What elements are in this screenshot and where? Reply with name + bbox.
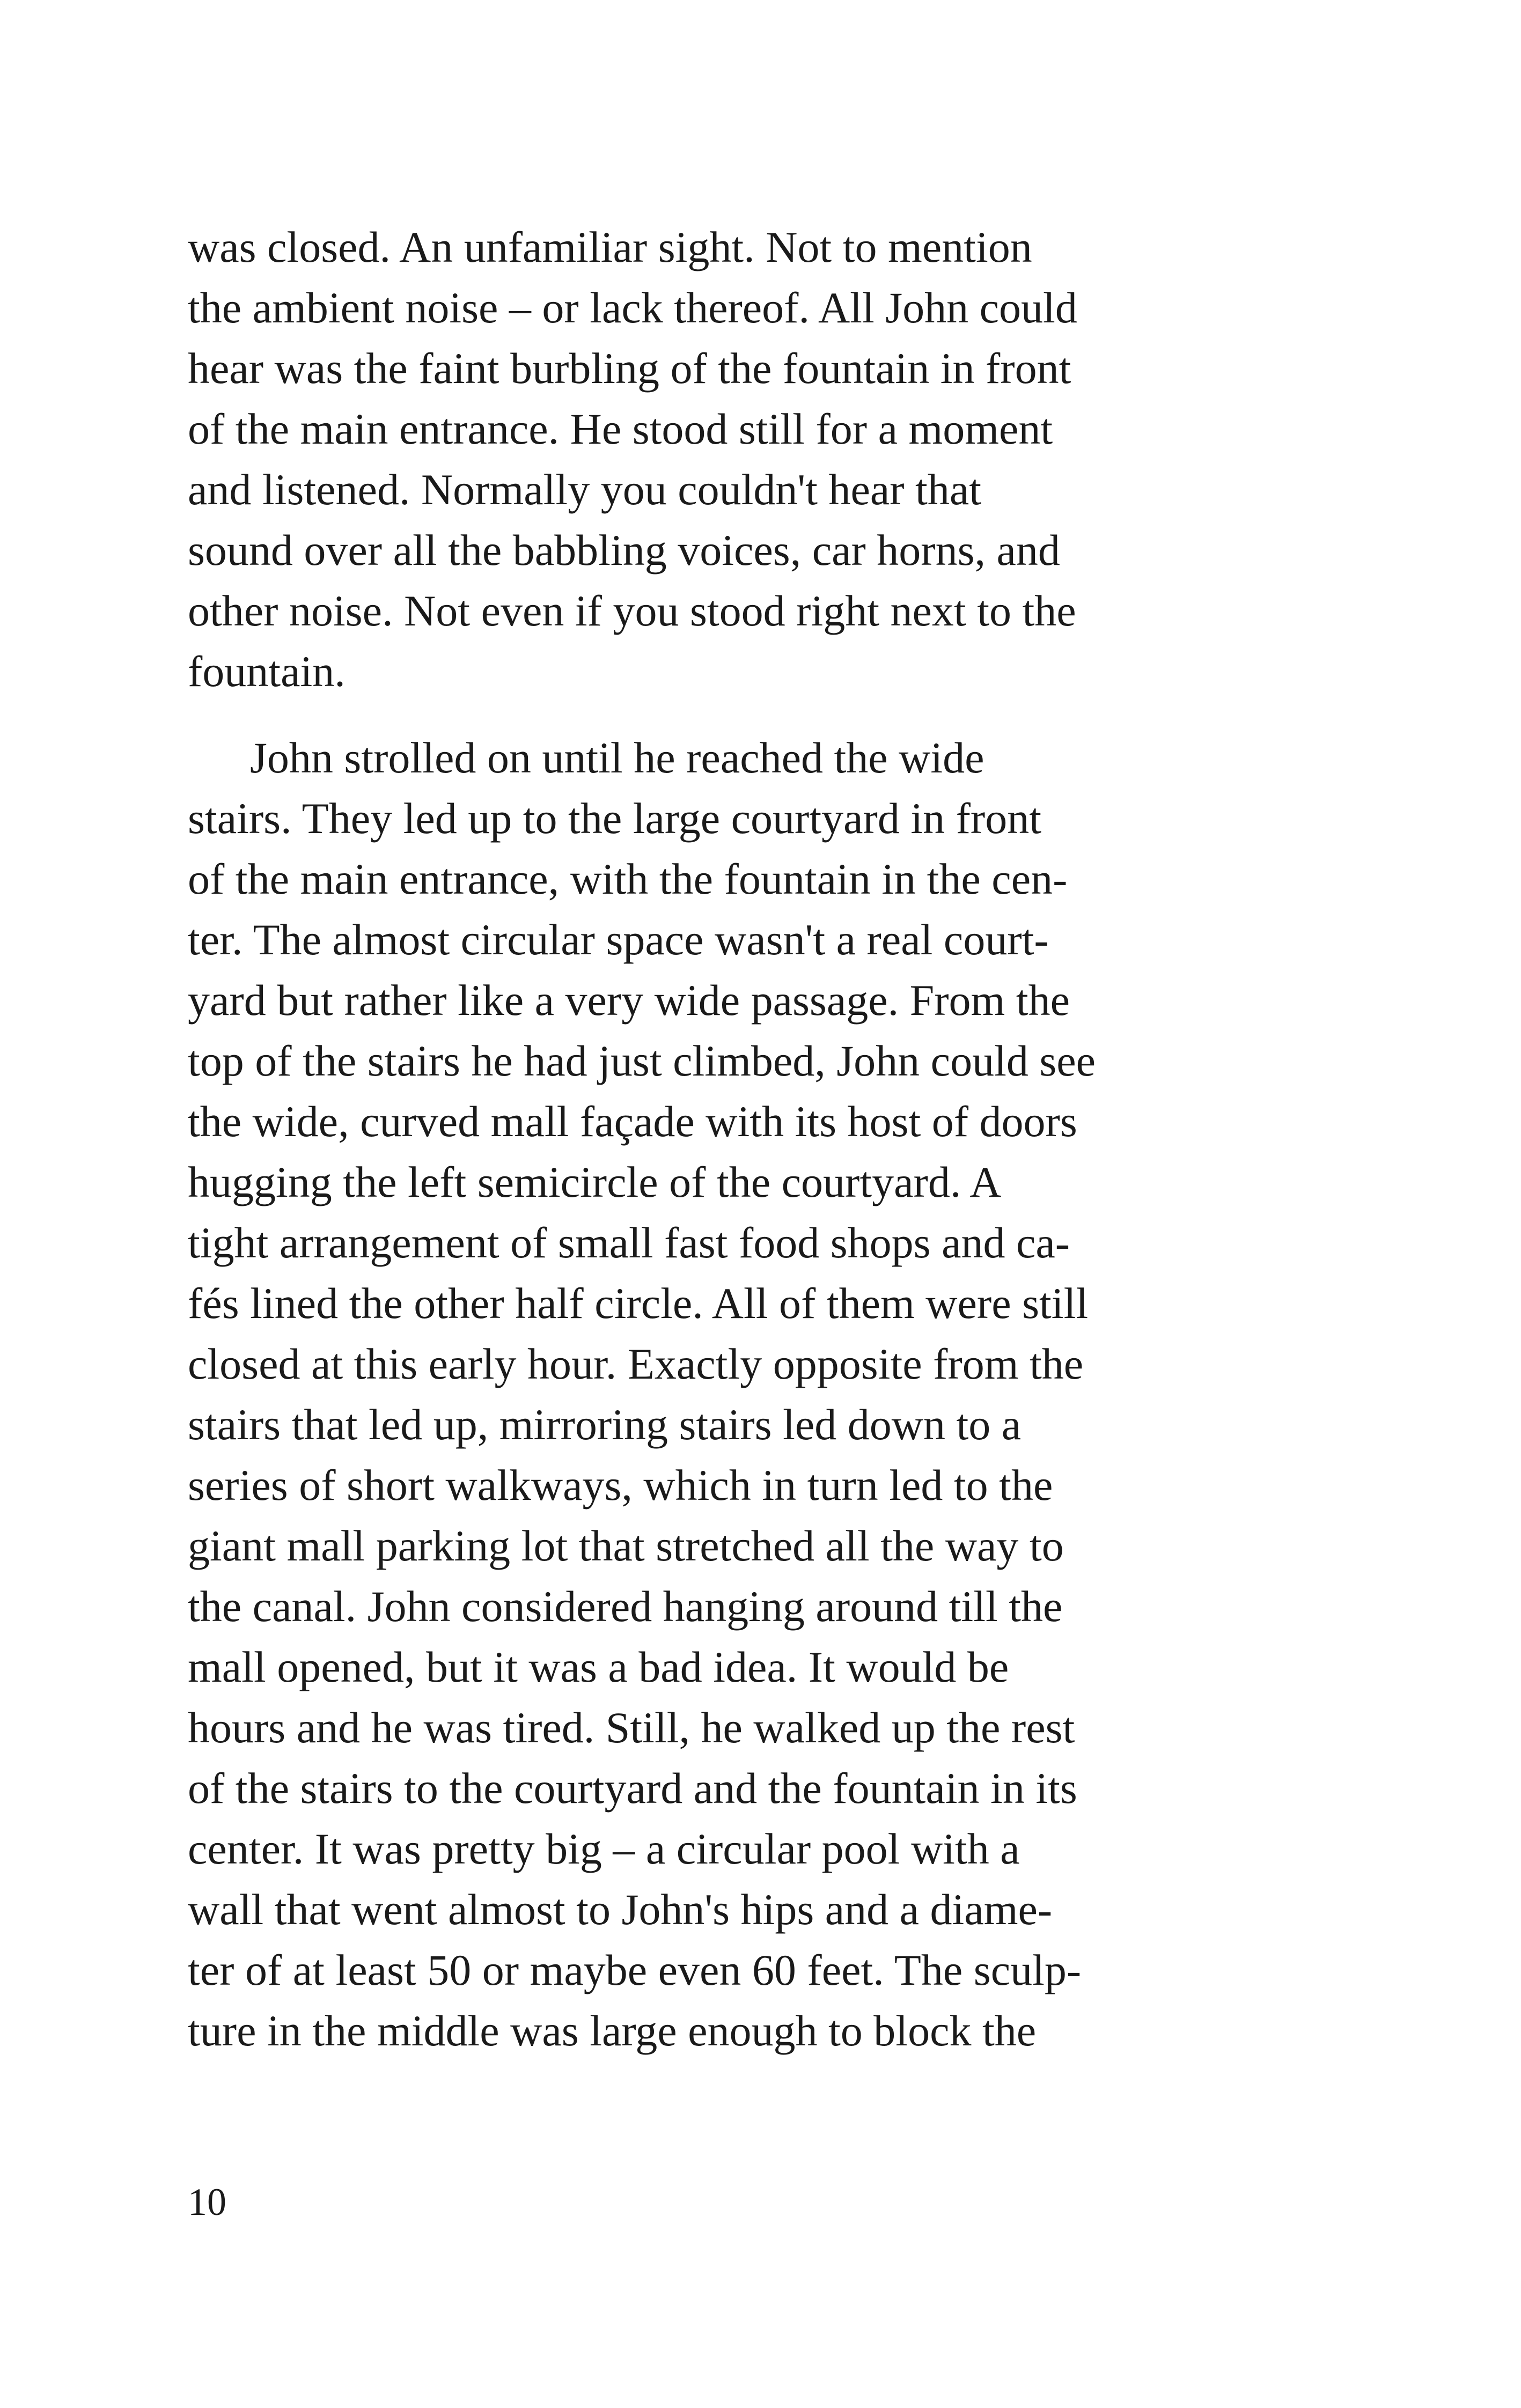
text-line: tight arrangement of small fast food shops and ca- [188, 1218, 1070, 1267]
text-line: hours and he was tired. Still, he walked up the rest [188, 1703, 1075, 1752]
text-line: the wide, curved mall façade with its host of doors [188, 1097, 1077, 1146]
paragraph-2 [188, 727, 1347, 2061]
page-number: 10 [188, 2181, 226, 2223]
paragraph-1 [188, 217, 1347, 702]
text-line: top of the stairs he had just climbed, John could see [188, 1036, 1096, 1085]
text-line: and listened. Normally you couldn't hear that [188, 465, 982, 514]
text-line: yard but rather like a very wide passage. From the [188, 976, 1070, 1025]
text-line: fountain. [188, 647, 346, 696]
text-line: hugging the left semicircle of the courtyard. A [188, 1158, 1002, 1206]
text-line: of the stairs to the courtyard and the fountain in its [188, 1764, 1077, 1813]
text-line: mall opened, but it was a bad idea. It would be [188, 1643, 1009, 1691]
text-line: of the main entrance, with the fountain in the cen- [188, 855, 1068, 903]
text-line: stairs that led up, mirroring stairs led down to a [188, 1400, 1022, 1449]
text-line: ter. The almost circular space wasn't a real court- [188, 915, 1049, 964]
text-line: the canal. John considered hanging around till the [188, 1582, 1063, 1631]
text-line-indented: John strolled on until he reached the wide [250, 733, 984, 782]
text-line: series of short walkways, which in turn led to the [188, 1461, 1053, 1509]
text-line: sound over all the babbling voices, car horns, and [188, 526, 1060, 575]
text-line: fés lined the other half circle. All of them were still [188, 1279, 1089, 1328]
text-line: hear was the faint burbling of the fountain in front [188, 344, 1071, 393]
text-line: giant mall parking lot that stretched all the way to [188, 1521, 1064, 1570]
text-line: the ambient noise – or lack thereof. All John could [188, 283, 1077, 332]
paragraph-spacing [188, 702, 1347, 727]
text-line: ture in the middle was large enough to block the [188, 2006, 1037, 2055]
text-line: wall that went almost to John's hips and a diame- [188, 1885, 1053, 1934]
text-line: ter of at least 50 or maybe even 60 feet. The sculp- [188, 1946, 1082, 1994]
text-line: closed at this early hour. Exactly opposite from the [188, 1339, 1084, 1388]
text-line: other noise. Not even if you stood right next to the [188, 586, 1076, 635]
body-text [188, 217, 1347, 2061]
text-line: stairs. They led up to the large courtyard in front [188, 794, 1041, 843]
text-line: of the main entrance. He stood still for a moment [188, 404, 1053, 453]
text-line: was closed. An unfamiliar sight. Not to mention [188, 223, 1032, 271]
text-line: center. It was pretty big – a circular pool with a [188, 1824, 1020, 1873]
